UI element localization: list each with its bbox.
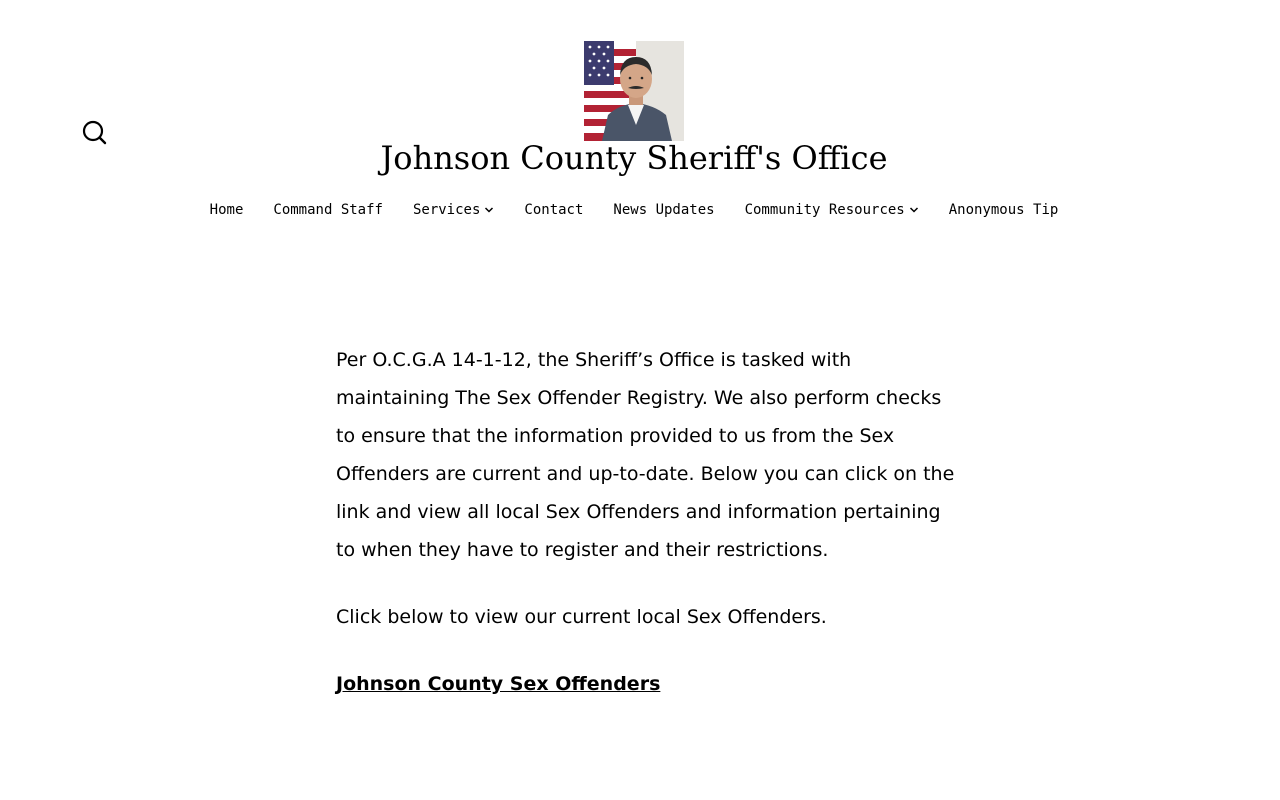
click-below-text: Click below to view our current local Sex Offenders. [336,606,827,628]
offender-link-paragraph [336,665,956,703]
nav-item-label: Services [412,202,481,218]
main-content [336,341,956,732]
sex-offenders-link[interactable]: Johnson County Sex Offenders [336,673,661,695]
chevron-down-icon[interactable] [909,206,919,214]
nav-item-label: Community Resources [744,202,905,218]
nav-item-command-staff[interactable] [273,199,383,221]
nav-item-label: Command Staff [273,202,383,218]
nav-item-label: Home [209,202,244,218]
nav-item-label: Anonymous Tip [948,202,1059,218]
nav-item-home[interactable] [210,199,244,221]
primary-navigation [0,199,1268,221]
nav-item-news-updates[interactable] [613,199,714,221]
nav-item-services[interactable] [413,199,494,221]
site-logo[interactable] [584,41,684,141]
nav-item-contact[interactable] [524,199,583,221]
nav-item-anonymous-tip[interactable] [949,199,1059,221]
chevron-down-icon[interactable] [484,206,494,214]
sheriff-portrait-image [584,41,684,141]
nav-item-label: News Updates [613,202,715,218]
registry-description: Per O.C.G.A 14-1-12, the Sheriff’s Office is tasked with maintaining The Sex Offender Registry. We also perform checks to ensure that the information provided to us from the Sex Offenders are current and up-to-date. Below you can click on the link and view all local Sex Offenders and information pertaining to when they have to register and their restrictions. [336,349,955,561]
nav-item-label: Contact [524,202,584,218]
site-title[interactable]: Johnson County Sheriff's Office [380,139,888,177]
nav-item-community-resources[interactable] [745,199,919,221]
